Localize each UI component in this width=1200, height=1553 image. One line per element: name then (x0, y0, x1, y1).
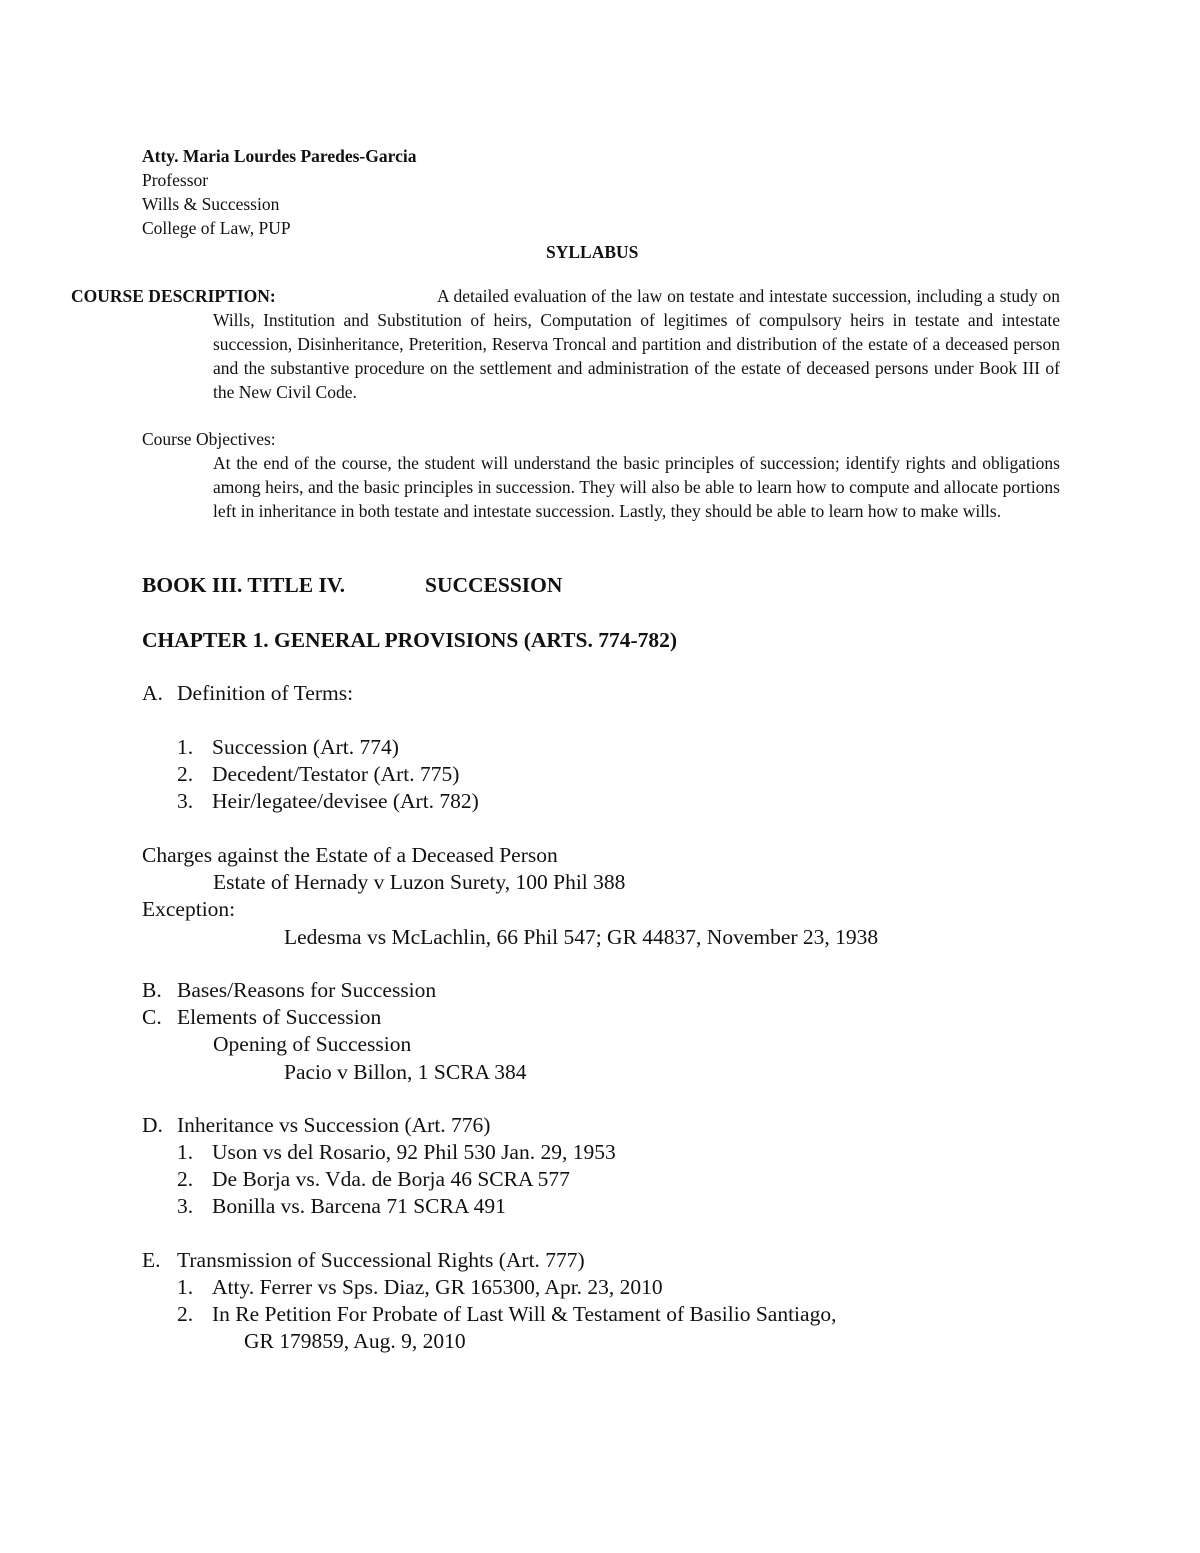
chapter-heading: CHAPTER 1. GENERAL PROVISIONS (ARTS. 774-782) (142, 628, 678, 652)
course-objectives-label: Course Objectives: (142, 429, 276, 449)
list-text: Bonilla vs. Barcena 71 SCRA 491 (212, 1194, 506, 1218)
section-b-letter: B. (142, 978, 162, 1002)
list-number: 1. (177, 1140, 194, 1164)
section-c-title: Elements of Succession (177, 1005, 382, 1029)
section-c-heading (142, 1004, 381, 1031)
list-number: 3. (177, 1194, 194, 1218)
book-heading-right: SUCCESSION (425, 573, 563, 597)
exception-label: Exception: (142, 897, 236, 921)
list-number: 2. (177, 1167, 194, 1191)
professor-name: Atty. Maria Lourdes Paredes-Garcia (142, 146, 417, 166)
professor-role: Professor (142, 170, 209, 190)
section-d-heading (142, 1112, 490, 1139)
section-c-letter: C. (142, 1005, 162, 1029)
list-item-continuation: GR 179859, Aug. 9, 2010 (244, 1329, 466, 1353)
list-item (177, 1274, 663, 1301)
section-a-letter: A. (142, 681, 163, 705)
list-text: Uson vs del Rosario, 92 Phil 530 Jan. 29, 1953 (212, 1140, 616, 1164)
section-b-heading (142, 977, 436, 1004)
course-objectives-text: At the end of the course, the student will understand the basic principles of succession; identify rights and obligations among heirs, and the basic principles in succession. They will also be able to learn how to compute and allocate portions left in inheritance in both testate and intestate succession. Lastly, they should be able to learn how to make wills. (213, 453, 1060, 521)
list-item (177, 1139, 616, 1166)
list-text: De Borja vs. Vda. de Borja 46 SCRA 577 (212, 1167, 570, 1191)
section-e-heading (142, 1247, 585, 1274)
section-c-case: Pacio v Billon, 1 SCRA 384 (284, 1060, 527, 1084)
book-heading (142, 573, 345, 598)
list-item (177, 1301, 836, 1328)
list-number: 1. (177, 735, 194, 759)
charges-case: Estate of Hernady v Luzon Surety, 100 Phil 388 (213, 870, 626, 894)
course-description (71, 284, 1060, 404)
list-text: Heir/legatee/devisee (Art. 782) (212, 789, 479, 813)
list-number: 1. (177, 1275, 194, 1299)
section-c-sub: Opening of Succession (213, 1032, 412, 1056)
section-d-letter: D. (142, 1113, 163, 1137)
list-text: Atty. Ferrer vs Sps. Diaz, GR 165300, Apr. 23, 2010 (212, 1275, 663, 1299)
list-item (177, 788, 479, 815)
list-item (177, 1166, 570, 1193)
section-b-title: Bases/Reasons for Succession (177, 978, 437, 1002)
course-subject: Wills & Succession (142, 194, 280, 214)
section-e-letter: E. (142, 1248, 161, 1272)
section-d-title: Inheritance vs Succession (Art. 776) (177, 1113, 491, 1137)
list-text: In Re Petition For Probate of Last Will & Testament of Basilio Santiago, (212, 1302, 837, 1326)
course-description-label: COURSE DESCRIPTION: (71, 286, 276, 306)
exception-case: Ledesma vs McLachlin, 66 Phil 547; GR 44837, November 23, 1938 (284, 925, 879, 949)
list-number: 2. (177, 762, 194, 786)
list-number: 3. (177, 789, 194, 813)
document-title: SYLLABUS (546, 242, 639, 262)
list-item (177, 1193, 506, 1220)
section-a-heading (142, 680, 353, 707)
section-a-title: Definition of Terms: (177, 681, 354, 705)
list-item (177, 734, 399, 761)
list-text: Decedent/Testator (Art. 775) (212, 762, 460, 786)
charges-title: Charges against the Estate of a Deceased Person (142, 843, 558, 867)
list-number: 2. (177, 1302, 194, 1326)
school-name: College of Law, PUP (142, 218, 291, 238)
section-e-title: Transmission of Successional Rights (Art. 777) (177, 1248, 585, 1272)
list-text: Succession (Art. 774) (212, 735, 399, 759)
book-heading-left: BOOK III. TITLE IV. (142, 573, 345, 597)
list-item (177, 761, 459, 788)
course-description-text: A detailed evaluation of the law on testate and intestate succession, including a study on Wills, Institution and Substitution of heirs, Computation of legitimes of compulsory heirs in testate and intestate succession, Disinheritance, Preterition, Reserva Troncal and partition and distribution of the estate of a deceased person and the substantive procedure on the settlement and administration of the estate of deceased persons under Book III of the New Civil Code. (213, 286, 1060, 402)
